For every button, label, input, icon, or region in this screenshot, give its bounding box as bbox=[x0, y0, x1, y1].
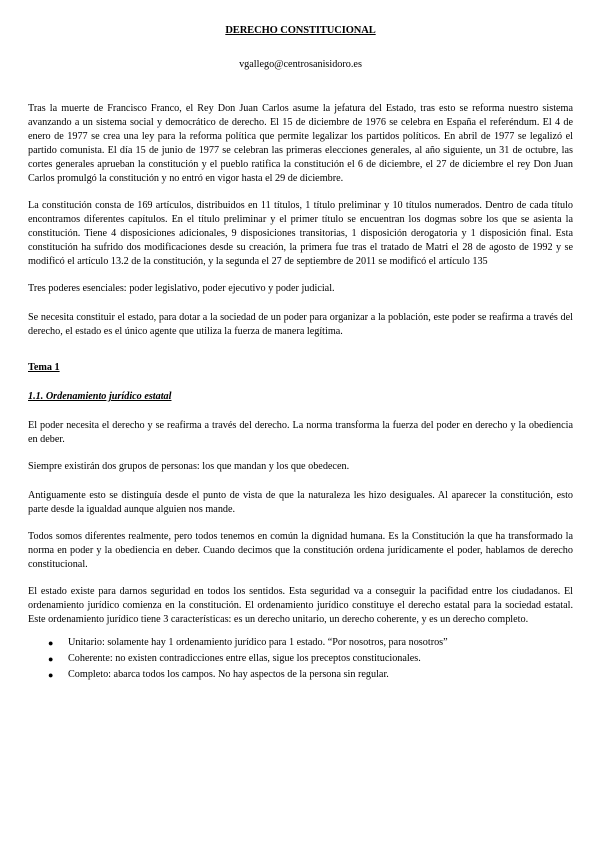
bullet-icon: ● bbox=[48, 638, 54, 648]
intro-paragraph-history: Tras la muerte de Francisco Franco, el Rey Don Juan Carlos asume la jefatura del Estado, tras esto se reforma nuestro sistema avanzando a un sistema social y democrático de derecho. El 15 de diciembre de 1976 se celebra en España el referéndum. El 4 de enero de 1977 se crea una ley para la reforma política que permite legalizar los partidos políticos. En abril de 1977 se legalizó el partido comunista. El día 15 de junio de 1977 se celebran las primeras elecciones generales, al año siguiente, un 31 de octubre, las cortes generales aprueban la constitución y el pueblo ratifica la constitución el 6 de diciembre, el 27 de diciembre el rey Don Juan Carlos promulgó la constitución y no entró en vigor hasta el 29 de diciembre. bbox=[28, 103, 573, 184]
section-paragraph-dignity: Todos somos diferentes realmente, pero todos tenemos en común la dignidad humana. Es la Constitución la que ha transformado la norma en poder y la obediencia en deber. Cuando decimos que la constitución ordena jurídicamente el poder, hablamos de derecho constitucional. bbox=[28, 531, 573, 570]
intro-paragraph-powers: Tres poderes esenciales: poder legislativo, poder ejecutivo y poder judicial. bbox=[28, 283, 335, 294]
section-paragraph-security: El estado existe para darnos seguridad en todos los sentidos. Esta seguridad va a conseguir la pacifidad entre los ciudadanos. El ordenamiento jurídico comienza en la constitución. El ordenamiento jurídico constituye el derecho estatal para la sociedad estatal. Este ordenamiento jurídico tiene 3 características: es un derecho unitario, un derecho coherente, y es un derecho completo. bbox=[28, 586, 573, 625]
intro-paragraph-structure: La constitución consta de 169 artículos, distribuidos en 11 títulos, 1 título preliminar y 10 títulos numerados. Dentro de cada título encontramos diferentes capítulos. En el título preliminar y el primer título se encuentran los dogmas sobre los que se asienta la constitución. Tiene 4 disposiciones adicionales, 9 disposiciones transitorias, 1 disposición derogatoria y 1 disposición final. Esta constitución ha sufrido dos modificaciones desde su creación, la primera fue tras el tratado de Matri el 28 de agosto de 1992 y se modificó el artículo 13.2 de la constitución, y la segunda el 27 de septiembre de 2011 se modificó el artículo 135 bbox=[28, 200, 573, 267]
list-item-text: Completo: abarca todos los campos. No hay aspectos de la persona sin regular. bbox=[68, 669, 389, 680]
section-paragraph-power: El poder necesita el derecho y se reafirma a través del derecho. La norma transforma la fuerza del poder en derecho y la obediencia en deber. bbox=[28, 420, 573, 445]
list-item-text: Coherente: no existen contradicciones entre ellas, sigue los preceptos constitucionales. bbox=[68, 653, 421, 664]
section-heading bbox=[28, 390, 573, 404]
characteristics-list bbox=[28, 636, 573, 682]
list-item-coherente bbox=[48, 652, 573, 666]
list-item-unitario bbox=[48, 636, 573, 650]
section-heading-text: 1.1. Ordenamiento jurídico estatal bbox=[28, 391, 172, 402]
author-email: vgallego@centrosanisidoro.es bbox=[239, 59, 362, 70]
tema-heading: Tema 1 bbox=[28, 362, 60, 373]
bullet-icon: ● bbox=[48, 654, 54, 664]
section-paragraph-groups: Siempre existirán dos grupos de personas: los que mandan y los que obedecen. bbox=[28, 461, 350, 472]
document-page bbox=[28, 24, 573, 684]
list-item-completo bbox=[48, 668, 573, 682]
bullet-icon: ● bbox=[48, 670, 54, 680]
list-item-text: Unitario: solamente hay 1 ordenamiento jurídico para 1 estado. “Por nosotros, para nosotros” bbox=[68, 637, 448, 648]
document-title: DERECHO CONSTITUCIONAL bbox=[225, 25, 376, 36]
intro-paragraph-state: Se necesita constituir el estado, para dotar a la sociedad de un poder para organizar a la población, este poder se reafirma a través del derecho, el estado es el único agente que utiliza la fuerza de manera legítima. bbox=[28, 312, 573, 337]
section-paragraph-history: Antiguamente esto se distinguía desde el punto de vista de que la naturaleza les hizo desiguales. Al aparecer la constitución, esto parte desde la igualdad aunque alguien nos mande. bbox=[28, 490, 573, 515]
